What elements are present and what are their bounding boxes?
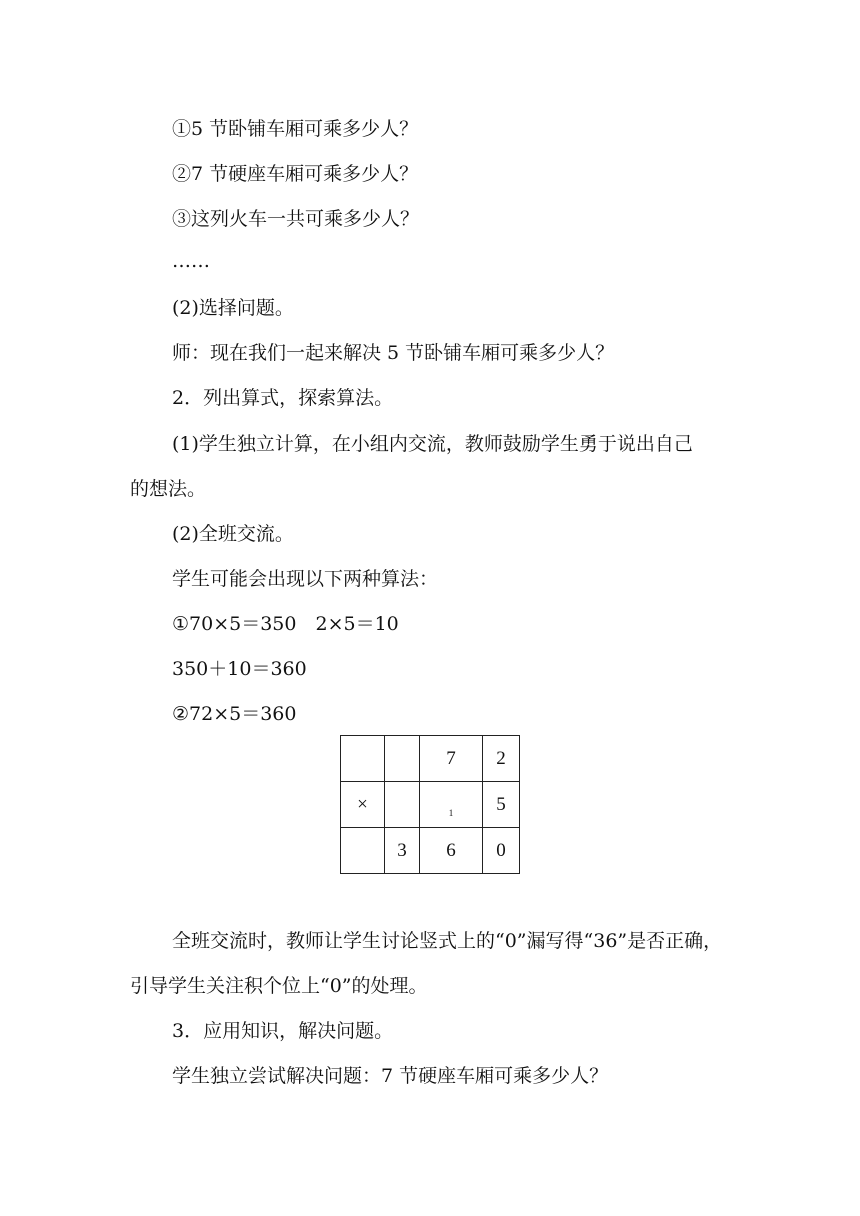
section-heading-2: 2．列出算式，探索算法。 <box>172 387 394 409</box>
calc-cell: 5 <box>483 782 520 828</box>
carry-digit: 1 <box>448 807 454 818</box>
calc-cell: 0 <box>483 828 520 874</box>
calc-cell <box>385 736 420 782</box>
calc-cell <box>385 782 420 828</box>
teacher-prompt: 师：现在我们一起来解决 5 节卧铺车厢可乘多少人？ <box>172 342 615 364</box>
carry-cell <box>420 782 483 828</box>
step-independent-calc-cont: 的想法。 <box>130 478 207 500</box>
practice-question: 学生独立尝试解决问题：7 节硬座车厢可乘多少人？ <box>172 1065 609 1087</box>
calc-row <box>341 828 520 874</box>
method-1-line-1: ①70×5＝350 2×5＝10 <box>172 613 399 635</box>
calc-cell <box>341 736 385 782</box>
multiply-sign: × <box>341 782 385 828</box>
calc-cell: 7 <box>420 736 483 782</box>
ellipsis: …… <box>172 250 210 272</box>
discussion-note-cont: 引导学生关注积个位上“0”的处理。 <box>130 975 428 997</box>
section-heading-3: 3．应用知识，解决问题。 <box>172 1020 394 1042</box>
calc-cell: 2 <box>483 736 520 782</box>
step-select-question: (2)选择问题。 <box>172 297 294 319</box>
method-2: ②72×5＝360 <box>172 703 297 725</box>
calc-cell: 3 <box>385 828 420 874</box>
question-2: ②7 节硬座车厢可乘多少人？ <box>172 163 419 185</box>
question-1: ①5 节卧铺车厢可乘多少人？ <box>172 118 419 140</box>
question-3: ③这列火车一共可乘多少人？ <box>172 208 420 230</box>
calc-row <box>341 782 520 828</box>
methods-intro: 学生可能会出现以下两种算法： <box>172 568 439 590</box>
method-1-line-2: 350＋10＝360 <box>172 658 307 680</box>
step-independent-calc: (1)学生独立计算，在小组内交流，教师鼓励学生勇于说出自己 <box>172 433 693 455</box>
vertical-multiplication <box>340 735 520 874</box>
step-class-discussion: (2)全班交流。 <box>172 523 294 545</box>
discussion-note: 全班交流时，教师让学生讨论竖式上的“0”漏写得“36”是否正确， <box>172 930 723 952</box>
calc-cell <box>341 828 385 874</box>
calc-cell: 6 <box>420 828 483 874</box>
calc-row <box>341 736 520 782</box>
